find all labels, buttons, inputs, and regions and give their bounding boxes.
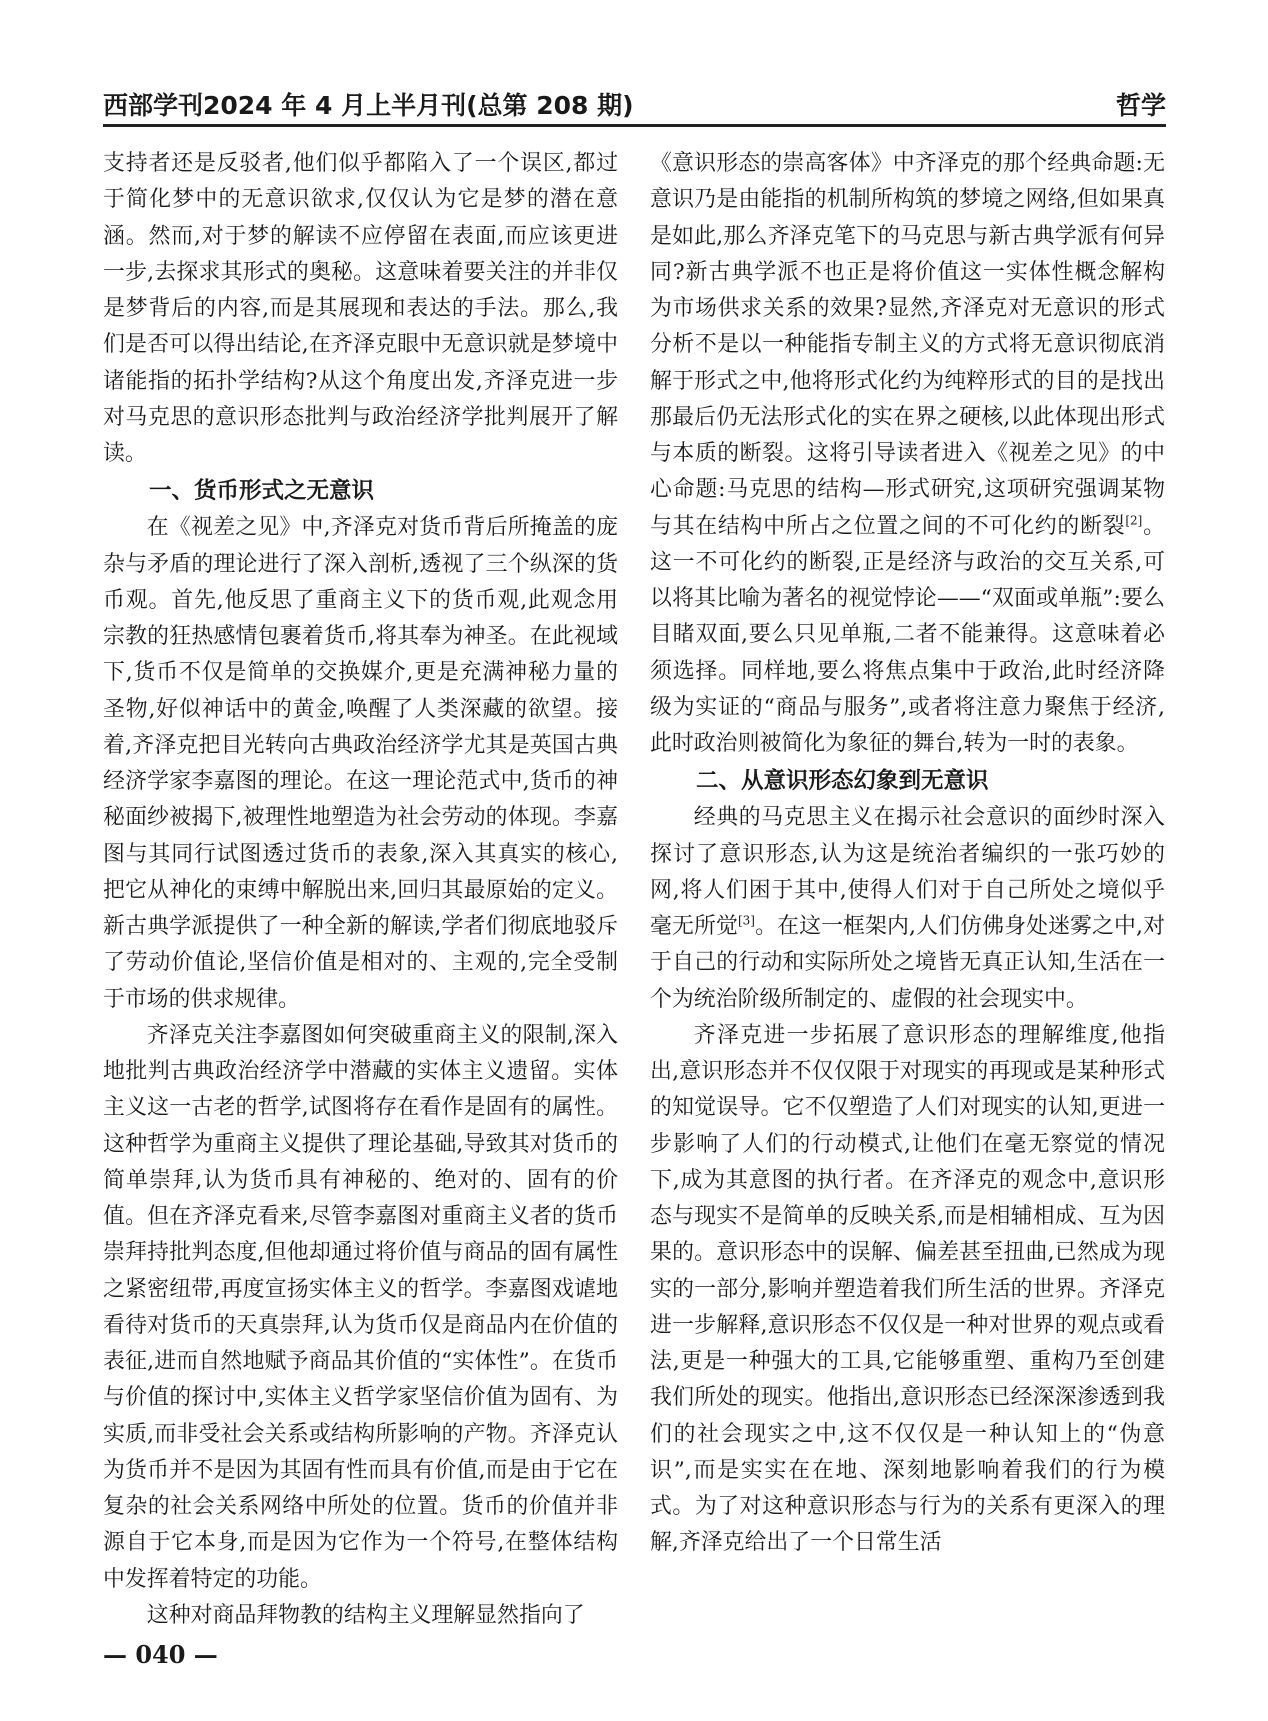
text-run: 经典的马克思主义在揭示社会意识的面纱时深入探讨了意识形态,认为这是统治者编织的一张巧妙的网,将人们困于其中,使得人们对于自己所处之境似乎毫无所觉	[650, 805, 1165, 939]
text-run: 。在这一框架内,人们仿佛身处迷雾之中,对于自己的行动和实际所处之境皆无真正认知,生活在一个为统治阶级所制定的、虚假的社会现实中。	[650, 914, 1165, 1012]
section-label: 哲学	[1115, 91, 1166, 120]
right-column	[650, 146, 1165, 1562]
paragraph: 在《视差之见》中,齐泽克对货币背后所掩盖的庞杂与矛盾的理论进行了深入剖析,透视了三个纵深的货币观。首先,他反思了重商主义下的货币观,此观念用宗教的狂热感情包裹着货币,将其奉为神圣。在此视域下,货币不仅是简单的交换媒介,更是充满神秘力量的圣物,好似神话中的黄金,唤醒了人类深藏的欲望。接着,齐泽克把目光转向古典政治经济学尤其是英国古典经济学家李嘉图的理论。在这一理论范式中,货币的神秘面纱被揭下,被理性地塑造为社会劳动的体现。李嘉图与其同行试图透过货币的表象,深入其真实的核心,把它从神化的束缚中解脱出来,回归其最原始的定义。新古典学派提供了一种全新的解读,学者们彻底地驳斥了劳动价值论,坚信价值是相对的、主观的,完全受制于市场的供求规律。	[103, 515, 618, 1012]
paragraph: 支持者还是反驳者,他们似乎都陷入了一个误区,都过于简化梦中的无意识欲求,仅仅认为它是梦的潜在意涵。然而,对于梦的解读不应停留在表面,而应该更进一步,去探求其形式的奥秘。这意味着要关注的并非仅是梦背后的内容,而是其展现和表达的手法。那么,我们是否可以得出结论,在齐泽克眼中无意识就是梦境中诸能指的拓扑学结构?从这个角度出发,齐泽克进一步对马克思的意识形态批判与政治经济学批判展开了解读。	[103, 151, 618, 466]
running-header	[103, 86, 1166, 126]
paragraph	[650, 146, 1165, 762]
header-rule	[103, 124, 1166, 127]
journal-title: 西部学刊2024 年 4 月上半月刊(总第 208 期)	[103, 91, 634, 120]
page-number: — 040 —	[103, 1640, 218, 1669]
paragraph: 齐泽克进一步拓展了意识形态的理解维度,他指出,意识形态并不仅仅限于对现实的再现或是某种形式的知觉误导。它不仅塑造了人们对现实的认知,更进一步影响了人们的行动模式,让他们在毫无察觉的情况下,成为其意图的执行者。在齐泽克的观念中,意识形态与现实不是简单的反映关系,而是相辅相成、互为因果的。意识形态中的误解、偏差甚至扭曲,已然成为现实的一部分,影响并塑造着我们所生活的世界。齐泽克进一步解释,意识形态不仅仅是一种对世界的观点或看法,更是一种强大的工具,它能够重塑、重构乃至创建我们所处的现实。他指出,意识形态已经深深渗透到我们的社会现实之中,这不仅仅是一种认知上的“伪意识”,而是实实在在地、深刻地影响着我们的行为模式。为了对这种意识形态与行为的关系有更深入的理解,齐泽克给出了一个日常生活	[650, 1022, 1165, 1556]
section-heading: 一、货币形式之无意识	[149, 478, 375, 505]
paragraph: 齐泽克关注李嘉图如何突破重商主义的限制,深入地批判古典政治经济学中潜藏的实体主义遗留。实体主义这一古老的哲学,试图将存在看作是固有的属性。这种哲学为重商主义提供了理论基础,导致其对货币的简单崇拜,认为货币具有神秘的、绝对的、固有的价值。但在齐泽克看来,尽管李嘉图对重商主义者的货币崇拜持批判态度,但他却通过将价值与商品的固有属性之紧密纽带,再度宣扬实体主义的哲学。李嘉图戏谑地看待对货币的天真崇拜,认为货币仅是商品内在价值的表征,进而自然地赋予商品其价值的“实体性”。在货币与价值的探讨中,实体主义哲学家坚信价值为固有、为实质,而非受社会关系或结构所影响的产物。齐泽克认为货币并不是因为其固有性而具有价值,而是由于它在复杂的社会关系网络中所处的位置。货币的价值并非源自于它本身,而是因为它作为一个符号,在整体结构中发挥着特定的功能。	[103, 1022, 618, 1592]
text-run: 。这一不可化约的断裂,正是经济与政治的交互关系,可以将其比喻为著名的视觉悖论——“双面或单瓶”:要么目睹双面,要么只见单瓶,二者不能兼得。这意味着必须选择。同样地,要么将焦点集中于政治,此时经济降级为实证的“商品与服务”,或者将注意力聚焦于经济,此时政治则被简化为象征的舞台,转为一时的表象。	[650, 513, 1165, 756]
left-column	[103, 146, 618, 1634]
citation: [3]	[737, 913, 755, 928]
text-run: 《意识形态的崇高客体》中齐泽克的那个经典命题:无意识乃是由能指的机制所构筑的梦境之网络,但如果真是如此,那么齐泽克笔下的马克思与新古典学派有何异同?新古典学派不也正是将价值这一实体性概念解构为市场供求关系的效果?显然,齐泽克对无意识的形式分析不是以一种能指专制主义的方式将无意识彻底消解于形式之中,他将形式化约为纯粹形式的目的是找出那最后仍无法形式化的实在界之硬核,以此体现出形式与本质的断裂。这将引导读者进入《视差之见》的中心命题:马克思的结构—形式研究,这项研究强调某物与其在结构中所占之位置之间的不可化约的断裂	[650, 151, 1165, 539]
paragraph	[650, 800, 1165, 1018]
citation: [2]	[1125, 513, 1143, 528]
paragraph: 这种对商品拜物教的结构主义理解显然指向了	[146, 1602, 585, 1628]
section-heading: 二、从意识形态幻象到无意识	[696, 768, 989, 795]
